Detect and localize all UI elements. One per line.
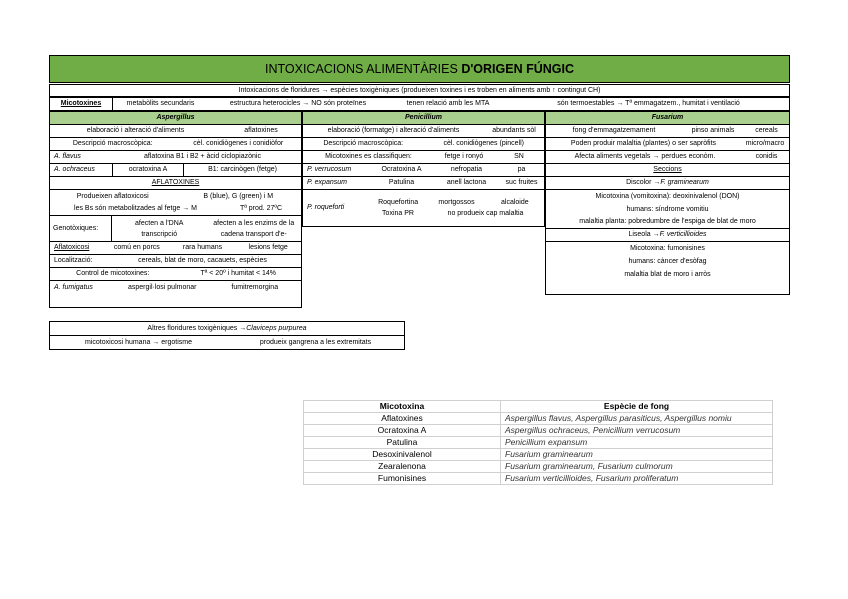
table-row: Aflatoxines Aspergillus flavus, Aspergillus parasiticus, Aspergillus nomiu [304,413,772,425]
table-row: Desoxinivalenol Fusarium graminearum [304,449,772,461]
table-row: Patulina Penicillium expansum [304,437,772,449]
roqueforti-row: P. roqueforti Roquefortina mortgossos alcaloide Toxina PR no produeix cap malaltia [307,199,529,217]
table-row: Zearalenona Fusarium graminearum, Fusarium culmorum [304,461,772,473]
pen-row: P. verrucosum Ocratoxina A nefropatia pa [303,164,544,177]
table-row: Fumonisines Fusarium verticillioides, Fusarium proliferatum [304,473,772,484]
asp-row: les Bs són metabolitzades al fetge → M Tª prod. 27ºC [50,203,301,216]
penicillium-header: Penicillium [303,112,544,125]
asp-row: Aflatoxicosi comú en porcs rara humans lesions fetge [50,242,301,255]
altres-row: Altres floridures toxigèniques → Claviceps purpurea [50,322,404,336]
seccions-header: Seccions [546,164,789,177]
altres-floridures-box [49,321,405,350]
fus-row: Afecta aliments vegetals → perdues econòm. conidis [546,151,789,164]
table-row: Ocratoxina A Aspergillus ochraceus, Penicillium verrucosum [304,425,772,437]
micotoxines-label: Micotoxines [50,98,113,110]
page-title: INTOXICACIONS ALIMENTÀRIES D'ORIGEN FÚNGIC [49,55,790,83]
micotoxines-row: Micotoxines metabòlits secundaris estructura heterocicles → NO són proteïnes tenen relació amb les MTA són termoestables → Tª emmagatzem., humitat i ventilació [49,97,790,111]
intro-row: Intoxicacions de floridures → espècies toxigèniques (produeixen toxines i es troben en aliments amb ↑ contingut CH) [49,84,790,97]
asp-row: Produeixen aflatoxicosi B (blue), G (green) i M [76,192,274,200]
fus-row: malaltia planta: pobredumbre de l'espiga de blat de moro [546,216,789,229]
fus-row: malaltia blat de moro i arròs [624,270,711,278]
pen-row: Descripció macroscòpica: cèl. conidiògenes (pincell) [303,138,544,151]
fus-row: Poden produir malaltia (plantes) o ser sapròfits micro/macro [546,138,789,151]
fusarium-column [545,111,790,295]
fus-row: humans: càncer d'esòfag [628,257,707,265]
fus-row: fong d'emmagatzemament pinso animals cereals [546,125,789,138]
fus-row: Micotoxina (vomitoxina): deoxinivalenol (DON) [595,192,740,200]
altres-row: micotoxicosi humana → ergotisme produeix gangrena a les extremitats [85,338,372,346]
liseola-row: Liseola → F. verticillioides [546,229,789,242]
discolor-row: Discolor → F. graminearum [546,177,789,190]
pen-row: Micotoxines es classifiquen: fetge i ronyó SN [303,151,544,164]
asp-row: A. fumigatus aspergil·losi pulmonar fumitremorgina [54,283,279,291]
pen-row: P. expansum Patulina anell lactona suc fruites [303,177,544,190]
asp-row: elaboració i alteració d'aliments aflatoxines [50,125,301,138]
aspergillus-header: Aspergillus [50,112,301,125]
asp-row: Localització: cereals, blat de moro, cacauets, espècies [50,255,301,268]
fus-row: Micotoxina: fumonisines [630,244,705,252]
asp-row: A. ochraceus ocratoxina A B1: carcinògen (fetge) [50,164,301,177]
table-header-row: Micotoxina Espècie de fong [304,401,772,413]
penicillium-column [302,111,545,227]
micotoxines-summary-table [303,400,773,485]
fusarium-header: Fusarium [546,112,789,125]
aspergillus-column [49,111,302,308]
asp-row: Descripció macroscòpica: cèl. conidiògenes i conidiòfor [50,138,301,151]
fus-row: humans: síndrome vomitiu [626,205,709,213]
pen-row: elaboració (formatge) i alteració d'aliments abundants sòl [303,125,544,138]
asp-row: Control de micotoxines: Tª < 20º i humitat < 14% [50,268,301,281]
asp-row: A. flavus aflatoxina B1 i B2 + àcid ciclopiazònic [50,151,301,164]
genotoxiques-row: Genotòxiques: afecten a l'DNA transcripció afecten a les enzims de la cadena transport d'e- [50,216,301,242]
aflatoxines-header: AFLATOXINES [50,177,301,190]
